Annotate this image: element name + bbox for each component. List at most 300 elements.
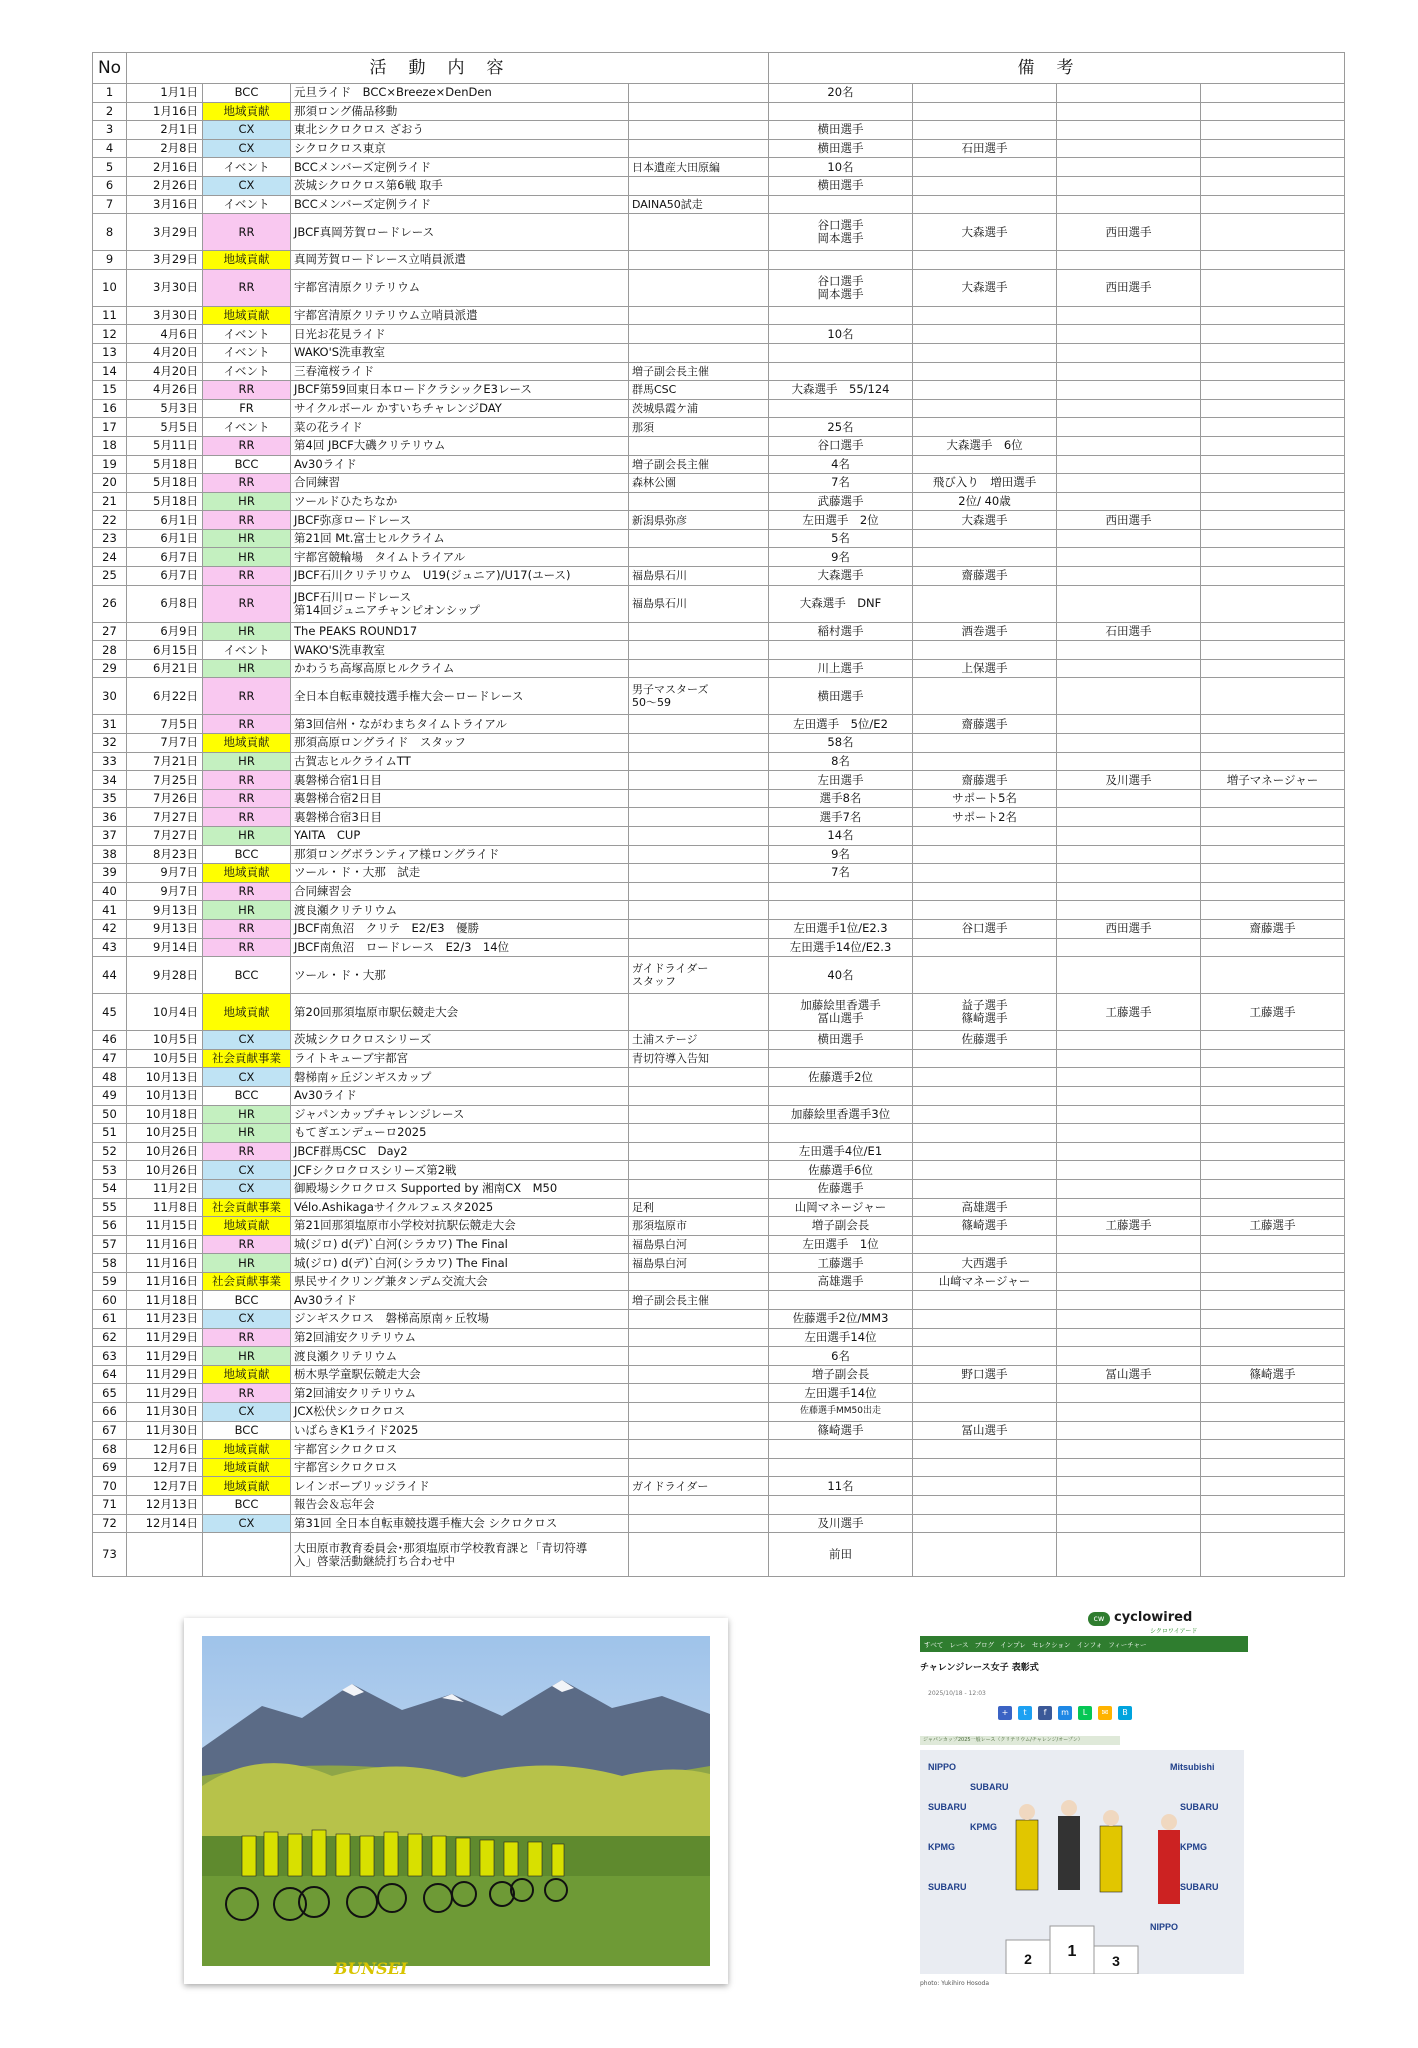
row-note-1-text: 及川選手: [817, 1515, 864, 1530]
row-note-3: [1057, 919, 1201, 938]
header-activity: 活動内容: [127, 53, 769, 84]
row-note-3: [1057, 1068, 1201, 1087]
row-date-text: 6月7日: [160, 568, 198, 583]
hatena-icon[interactable]: B: [1118, 1706, 1132, 1720]
row-number: [93, 436, 127, 455]
row-number-text: 66: [102, 1404, 117, 1419]
row-category: [203, 1049, 291, 1068]
table-row: [93, 102, 1345, 121]
row-note-2: [913, 474, 1057, 493]
row-note-3: [1057, 641, 1201, 660]
row-activity: [291, 381, 629, 400]
row-note-4: [1201, 1440, 1345, 1459]
row-note-2: [913, 325, 1057, 344]
row-note-1: [769, 994, 913, 1031]
row-location: [629, 176, 769, 195]
table-row: [93, 1291, 1345, 1310]
row-category-text: CX: [238, 141, 255, 156]
table-row: [93, 659, 1345, 678]
row-activity-text: 菜の花ライド: [294, 419, 363, 434]
row-location-text: 増子副会長主催: [632, 457, 709, 471]
row-category: [203, 269, 291, 306]
row-note-4: [1201, 306, 1345, 325]
table-row: [93, 1198, 1345, 1217]
row-date: [127, 548, 203, 567]
row-note-4: [1201, 1421, 1345, 1440]
row-number: [93, 1365, 127, 1384]
row-activity-text: 第2回浦安クリテリウム: [294, 1329, 416, 1344]
row-note-2: [913, 1086, 1057, 1105]
facebook-icon[interactable]: f: [1038, 1706, 1052, 1720]
messenger-icon[interactable]: m: [1058, 1706, 1072, 1720]
row-note-3: [1057, 715, 1201, 734]
row-category-text: 地域貢献: [223, 1460, 270, 1475]
row-date: [127, 1477, 203, 1496]
row-note-3: [1057, 957, 1201, 994]
nav-item[interactable]: レース: [949, 1640, 969, 1649]
row-number: [93, 492, 127, 511]
row-category-text: CX: [238, 1181, 255, 1196]
row-date: [127, 436, 203, 455]
row-note-3-text: 西田選手: [1105, 224, 1152, 239]
row-note-1-text: 谷口選手: [817, 438, 864, 453]
row-category: [203, 1421, 291, 1440]
table-row: [93, 492, 1345, 511]
row-note-4: [1201, 214, 1345, 251]
row-note-3: [1057, 418, 1201, 437]
row-activity: [291, 1254, 629, 1273]
row-location-text: 福島県石川: [632, 569, 687, 583]
row-category: [203, 381, 291, 400]
row-number-text: 1: [105, 85, 114, 100]
row-note-3: [1057, 1291, 1201, 1310]
row-date-text: 2月1日: [160, 122, 198, 137]
row-category: [203, 715, 291, 734]
row-activity-text: 第2回浦安クリテリウム: [294, 1385, 416, 1400]
row-number: [93, 474, 127, 493]
row-date-text: 6月1日: [160, 512, 198, 527]
row-note-1: [769, 529, 913, 548]
row-date: [127, 1031, 203, 1050]
row-activity-text: 茨城シクロクロス第6戦 取手: [294, 178, 443, 193]
row-note-4: [1201, 1533, 1345, 1577]
row-note-4: [1201, 1217, 1345, 1236]
row-note-2-text: 齋藤選手: [961, 716, 1008, 731]
row-note-1-text: 大森選手 DNF: [799, 596, 882, 611]
row-activity: [291, 1198, 629, 1217]
row-date-text: 10月13日: [145, 1069, 198, 1084]
row-date-text: 12月13日: [145, 1497, 198, 1512]
row-activity-text: 合同練習: [294, 475, 340, 490]
row-note-4: [1201, 158, 1345, 177]
table-row: [93, 1514, 1345, 1533]
row-activity-text: 全日本自転車競技選手権大会ーロードレース: [294, 688, 524, 703]
row-note-4: [1201, 418, 1345, 437]
row-location-text: 増子副会長主催: [632, 1293, 709, 1307]
table-row: [93, 1328, 1345, 1347]
row-note-4: [1201, 1328, 1345, 1347]
row-number: [93, 1458, 127, 1477]
row-category: [203, 1458, 291, 1477]
row-note-2: [913, 715, 1057, 734]
row-note-3: [1057, 752, 1201, 771]
row-activity: [291, 474, 629, 493]
table-row: [93, 938, 1345, 957]
row-note-3: [1057, 1161, 1201, 1180]
row-number-text: 45: [102, 1004, 117, 1019]
row-date-text: 9月13日: [153, 921, 198, 936]
row-location: [629, 734, 769, 753]
row-note-3: [1057, 102, 1201, 121]
row-activity-text: 裏磐梯合宿1日目: [294, 772, 382, 787]
svg-text:NIPPO: NIPPO: [1150, 1922, 1179, 1932]
svg-text:KPMG: KPMG: [928, 1842, 955, 1852]
row-note-1: [769, 102, 913, 121]
row-note-4: [1201, 1049, 1345, 1068]
cyclowired-logo[interactable]: cyclowired: [1114, 1610, 1193, 1625]
row-note-1: [769, 567, 913, 586]
row-location: [629, 455, 769, 474]
row-number-text: 25: [102, 568, 117, 583]
row-activity: [291, 1533, 629, 1577]
row-note-4: [1201, 474, 1345, 493]
row-note-4: [1201, 1124, 1345, 1143]
row-note-4: [1201, 567, 1345, 586]
row-note-1-text: 大森選手: [817, 568, 864, 583]
row-activity: [291, 641, 629, 660]
row-number: [93, 1086, 127, 1105]
row-note-2: [913, 789, 1057, 808]
row-date-text: 10月13日: [145, 1088, 198, 1103]
row-location: [629, 1310, 769, 1329]
row-activity: [291, 251, 629, 270]
row-note-2-text: 上保選手: [961, 661, 1008, 676]
row-category: [203, 1496, 291, 1515]
row-number: [93, 919, 127, 938]
row-location: [629, 1198, 769, 1217]
row-note-3: [1057, 678, 1201, 715]
row-note-1-text: 5名: [831, 531, 850, 546]
share-plus-icon[interactable]: +: [998, 1706, 1012, 1720]
row-date: [127, 585, 203, 622]
row-date-text: 11月29日: [145, 1329, 198, 1344]
team-photo: [202, 1636, 710, 1966]
row-note-3-text: 工藤選手: [1105, 1004, 1152, 1019]
row-note-1: [769, 1421, 913, 1440]
row-note-3: [1057, 1272, 1201, 1291]
row-location: [629, 1328, 769, 1347]
row-number-text: 3: [105, 122, 114, 137]
row-note-4: [1201, 659, 1345, 678]
row-location: [629, 436, 769, 455]
row-note-1: [769, 1496, 913, 1515]
row-number: [93, 1031, 127, 1050]
row-date-text: 5月11日: [153, 438, 198, 453]
row-date-text: 11月8日: [153, 1199, 198, 1214]
row-activity: [291, 1496, 629, 1515]
row-activity-text: 渡良瀬クリテリウム: [294, 1348, 398, 1363]
row-category-text: RR: [238, 884, 255, 899]
row-category-text: HR: [238, 661, 255, 676]
row-note-1: [769, 1198, 913, 1217]
row-location: [629, 139, 769, 158]
row-note-2: [913, 121, 1057, 140]
row-number-text: 13: [102, 345, 117, 360]
row-activity-text: 宇都宮シクロクロス: [294, 1441, 398, 1456]
row-category-text: RR: [238, 382, 255, 397]
row-note-1-text: 佐藤選手2位: [808, 1069, 873, 1084]
row-note-1-text: 横田選手: [817, 178, 864, 193]
row-note-4: [1201, 957, 1345, 994]
row-note-1: [769, 455, 913, 474]
row-note-4: [1201, 1254, 1345, 1273]
row-date: [127, 1310, 203, 1329]
row-note-2-text: 山﨑マネージャー: [938, 1274, 1031, 1289]
row-note-2: [913, 1365, 1057, 1384]
row-date-text: 6月9日: [160, 623, 198, 638]
row-note-1: [769, 585, 913, 622]
row-note-4: [1201, 938, 1345, 957]
cyclowired-article: [918, 1610, 1248, 1990]
row-note-1: [769, 251, 913, 270]
row-location: [629, 102, 769, 121]
photo-credit: photo: Yukihiro Hosoda: [920, 1980, 990, 1987]
row-note-1: [769, 1310, 913, 1329]
row-date-text: 7月21日: [153, 753, 198, 768]
row-note-3: [1057, 1310, 1201, 1329]
podium-photo: [920, 1750, 1244, 1974]
row-location: [629, 362, 769, 381]
table-row: [93, 1403, 1345, 1422]
row-note-1-text: 40名: [827, 967, 854, 982]
nav-item[interactable]: すべて: [924, 1640, 944, 1649]
row-date-text: 4月26日: [153, 382, 198, 397]
row-note-2: [913, 1049, 1057, 1068]
row-note-1: [769, 362, 913, 381]
row-note-3-text: 西田選手: [1105, 512, 1152, 527]
nav-item[interactable]: インフォ: [1076, 1640, 1103, 1649]
row-activity-text: WAKO'S洗車教室: [294, 345, 386, 360]
row-activity: [291, 1272, 629, 1291]
row-location: [629, 567, 769, 586]
row-note-4: [1201, 622, 1345, 641]
table-row: [93, 1272, 1345, 1291]
row-note-4: [1201, 343, 1345, 362]
row-note-1-text: 増子副会長: [811, 1367, 870, 1382]
row-activity: [291, 919, 629, 938]
row-note-4-text: 篠崎選手: [1249, 1367, 1296, 1382]
row-note-2-text: 大森選手: [961, 512, 1008, 527]
mail-icon[interactable]: ✉: [1098, 1706, 1112, 1720]
row-number: [93, 678, 127, 715]
row-date: [127, 622, 203, 641]
row-note-1-text: 山岡マネージャー: [794, 1199, 887, 1214]
row-note-3: [1057, 567, 1201, 586]
row-note-4: [1201, 1235, 1345, 1254]
row-location: [629, 1477, 769, 1496]
row-category-text: イベント: [223, 642, 270, 657]
row-activity: [291, 269, 629, 306]
row-location: [629, 789, 769, 808]
table-row: [93, 789, 1345, 808]
row-note-3: [1057, 362, 1201, 381]
row-number-text: 40: [102, 884, 117, 899]
row-activity: [291, 622, 629, 641]
photo-signature: BUNSEI: [334, 1959, 408, 1978]
row-date-text: 11月16日: [145, 1274, 198, 1289]
row-note-2: [913, 548, 1057, 567]
row-note-1-text: 大森選手 55/124: [791, 382, 890, 397]
table-row: [93, 1049, 1345, 1068]
row-note-1-text: 左田選手1位/E2.3: [793, 921, 888, 936]
row-date: [127, 957, 203, 994]
nav-item[interactable]: ブログ: [974, 1640, 995, 1649]
row-date: [127, 158, 203, 177]
row-category-text: BCC: [234, 1422, 259, 1437]
row-number: [93, 1254, 127, 1273]
row-note-3: [1057, 1031, 1201, 1050]
row-category-text: イベント: [223, 196, 270, 211]
row-number-text: 47: [102, 1051, 117, 1066]
row-note-2: [913, 1403, 1057, 1422]
row-category-text: 地域貢献: [223, 1478, 270, 1493]
table-row: [93, 529, 1345, 548]
row-note-3: [1057, 1142, 1201, 1161]
row-date: [127, 455, 203, 474]
row-note-1: [769, 1384, 913, 1403]
row-date-text: 11月29日: [145, 1367, 198, 1382]
row-activity-text: BCCメンバーズ定例ライド: [294, 196, 432, 211]
row-note-3: [1057, 1384, 1201, 1403]
row-number: [93, 1533, 127, 1577]
row-note-2: [913, 362, 1057, 381]
nav-item[interactable]: インプレ: [1000, 1640, 1026, 1649]
row-date-text: 2月8日: [160, 141, 198, 156]
row-activity: [291, 1217, 629, 1236]
row-note-3: [1057, 158, 1201, 177]
row-date-text: 7月25日: [153, 772, 198, 787]
row-date-text: 6月22日: [153, 688, 198, 703]
row-note-1-text: 25名: [827, 419, 854, 434]
table-row: [93, 1179, 1345, 1198]
row-activity-text: 栃木県学童駅伝競走大会: [294, 1367, 421, 1382]
row-activity-text: Vélo.Ashikagaサイクルフェスタ2025: [294, 1199, 494, 1214]
row-number: [93, 158, 127, 177]
row-note-4: [1201, 1458, 1345, 1477]
row-note-3: [1057, 845, 1201, 864]
row-note-4-text: 工藤選手: [1249, 1004, 1296, 1019]
row-number-text: 46: [102, 1032, 117, 1047]
row-note-1-text: 佐藤選手6位: [808, 1162, 873, 1177]
row-note-4: [1201, 529, 1345, 548]
row-category-text: BCC: [234, 85, 259, 100]
twitter-icon[interactable]: t: [1018, 1706, 1032, 1720]
row-category: [203, 1384, 291, 1403]
nav-item[interactable]: セレクション: [1031, 1640, 1071, 1649]
row-note-4: [1201, 1347, 1345, 1366]
row-number: [93, 882, 127, 901]
row-note-2: [913, 399, 1057, 418]
row-note-2: [913, 1496, 1057, 1515]
row-activity-text: Av30ライド: [294, 1088, 357, 1103]
row-category-text: HR: [238, 493, 255, 508]
row-note-3: [1057, 901, 1201, 920]
row-date: [127, 938, 203, 957]
row-date-text: 6月7日: [160, 549, 198, 564]
row-note-1: [769, 1458, 913, 1477]
row-number-text: 36: [102, 809, 117, 824]
row-note-1: [769, 1031, 913, 1050]
row-activity-text: ツール・ド・大那 試走: [294, 865, 421, 880]
table-row: [93, 381, 1345, 400]
table-row: [93, 1365, 1345, 1384]
table-row: [93, 418, 1345, 437]
row-note-1-text-2: 岡本選手: [817, 231, 864, 246]
row-note-3: [1057, 1105, 1201, 1124]
row-note-2: [913, 641, 1057, 660]
row-note-2: [913, 102, 1057, 121]
row-location-text: 茨城県霞ケ浦: [632, 402, 698, 416]
row-number: [93, 622, 127, 641]
row-category-text: 地域貢献: [223, 1367, 270, 1382]
row-number: [93, 1440, 127, 1459]
row-note-1: [769, 492, 913, 511]
row-activity-text: JCX松伏シクロクロス: [294, 1404, 406, 1419]
row-note-1-text: 10名: [827, 159, 854, 174]
row-date: [127, 251, 203, 270]
row-location: [629, 901, 769, 920]
row-note-4: [1201, 492, 1345, 511]
row-number: [93, 1421, 127, 1440]
table-row: [93, 752, 1345, 771]
row-location: [629, 1142, 769, 1161]
row-number: [93, 864, 127, 883]
nav-item[interactable]: フィーチャー: [1108, 1640, 1147, 1649]
row-note-4: [1201, 715, 1345, 734]
row-note-1: [769, 1328, 913, 1347]
row-note-3: [1057, 1421, 1201, 1440]
row-date: [127, 771, 203, 790]
row-number-text: 60: [102, 1292, 117, 1307]
row-note-3: [1057, 1514, 1201, 1533]
article-tag[interactable]: ジャパンカップ2025一般レース（クリテリウム/チャレンジ/オープン）: [920, 1736, 1120, 1745]
row-note-1-text: 左田選手14位/E2.3: [789, 939, 892, 954]
row-note-2: [913, 84, 1057, 103]
row-category-text: RR: [238, 224, 255, 239]
row-location: [629, 529, 769, 548]
row-activity: [291, 1458, 629, 1477]
row-note-2: [913, 1179, 1057, 1198]
row-activity-text: ライトキューブ宇都宮: [294, 1051, 409, 1066]
row-category: [203, 158, 291, 177]
row-activity: [291, 1310, 629, 1329]
row-date-text: 12月7日: [153, 1460, 198, 1475]
row-activity-text: サイクルボール かすいちチャレンジDAY: [294, 401, 502, 416]
row-location: [629, 1272, 769, 1291]
row-note-2: [913, 1514, 1057, 1533]
row-date-text: 3月30日: [153, 280, 198, 295]
row-category-text: イベント: [223, 419, 270, 434]
row-number: [93, 1179, 127, 1198]
row-number: [93, 1142, 127, 1161]
row-category-text: HR: [238, 1348, 255, 1363]
row-category: [203, 362, 291, 381]
row-category: [203, 492, 291, 511]
row-number: [93, 214, 127, 251]
row-note-3: [1057, 474, 1201, 493]
table-row: [93, 957, 1345, 994]
line-icon[interactable]: L: [1078, 1706, 1092, 1720]
